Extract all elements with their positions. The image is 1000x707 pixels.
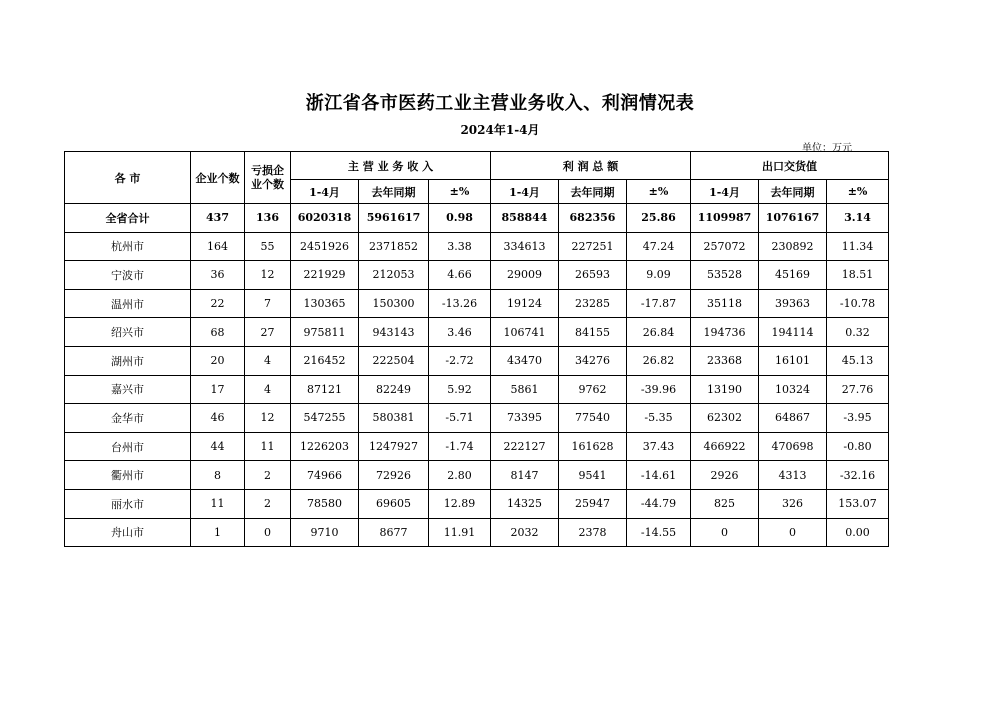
cell-revenue-period: 130365	[291, 289, 359, 318]
cell-loss-enterprises: 11	[245, 432, 291, 461]
cell-profit-last-year: 23285	[559, 289, 627, 318]
cell-profit-period: 222127	[491, 432, 559, 461]
table-row	[65, 318, 889, 347]
header-profit-period: 1-4月	[491, 180, 559, 204]
header-profit-group: 利 润 总 额	[491, 152, 691, 180]
cell-profit-period: 858844	[491, 204, 559, 233]
unit-label: 单位：万元	[802, 143, 852, 154]
table-row	[65, 432, 889, 461]
table-row	[65, 346, 889, 375]
cell-export-last-year: 194114	[759, 318, 827, 347]
table-row	[65, 261, 889, 290]
page-title: 浙江省各市医药工业主营业务收入、利润情况表	[305, 93, 695, 114]
header-revenue-period: 1-4月	[291, 180, 359, 204]
cell-profit-last-year: 227251	[559, 232, 627, 261]
cell-loss-enterprises: 27	[245, 318, 291, 347]
cell-city: 嘉兴市	[65, 375, 191, 404]
cell-revenue-last-year: 943143	[359, 318, 429, 347]
cell-revenue-last-year: 212053	[359, 261, 429, 290]
table-body	[65, 204, 889, 547]
cell-enterprises: 36	[191, 261, 245, 290]
header-loss-enterprises	[245, 152, 291, 204]
cell-revenue-change: -13.26	[429, 289, 491, 318]
cell-profit-period: 5861	[491, 375, 559, 404]
cell-enterprises: 437	[191, 204, 245, 233]
cell-loss-enterprises: 7	[245, 289, 291, 318]
cell-enterprises: 44	[191, 432, 245, 461]
cell-revenue-last-year: 8677	[359, 518, 429, 547]
cell-revenue-change: 5.92	[429, 375, 491, 404]
cell-loss-enterprises: 136	[245, 204, 291, 233]
cell-enterprises: 20	[191, 346, 245, 375]
cell-profit-last-year: 161628	[559, 432, 627, 461]
cell-export-change: -32.16	[827, 461, 889, 490]
cell-profit-period: 43470	[491, 346, 559, 375]
cell-profit-last-year: 26593	[559, 261, 627, 290]
cell-city: 衢州市	[65, 461, 191, 490]
cell-profit-last-year: 9762	[559, 375, 627, 404]
cell-enterprises: 164	[191, 232, 245, 261]
cell-revenue-period: 9710	[291, 518, 359, 547]
header-profit-change: ±%	[627, 180, 691, 204]
table-row	[65, 461, 889, 490]
cell-export-period: 13190	[691, 375, 759, 404]
header-revenue-group: 主 营 业 务 收 入	[291, 152, 491, 180]
cell-profit-last-year: 25947	[559, 489, 627, 518]
header-enterprises: 企业个数	[191, 152, 245, 204]
cell-revenue-last-year: 72926	[359, 461, 429, 490]
cell-profit-change: 26.82	[627, 346, 691, 375]
cell-export-period: 0	[691, 518, 759, 547]
cell-profit-change: -39.96	[627, 375, 691, 404]
header-export-last-year: 去年同期	[759, 180, 827, 204]
cell-revenue-change: 2.80	[429, 461, 491, 490]
cell-revenue-change: 3.46	[429, 318, 491, 347]
table-row	[65, 232, 889, 261]
cell-revenue-period: 221929	[291, 261, 359, 290]
header-export-change: ±%	[827, 180, 889, 204]
cell-loss-enterprises: 2	[245, 461, 291, 490]
cell-loss-enterprises: 0	[245, 518, 291, 547]
cell-profit-last-year: 9541	[559, 461, 627, 490]
cell-export-last-year: 470698	[759, 432, 827, 461]
cell-city: 金华市	[65, 404, 191, 433]
cell-loss-enterprises: 4	[245, 346, 291, 375]
cell-export-last-year: 45169	[759, 261, 827, 290]
cell-revenue-last-year: 1247927	[359, 432, 429, 461]
cell-profit-last-year: 77540	[559, 404, 627, 433]
cell-revenue-last-year: 69605	[359, 489, 429, 518]
table-row	[65, 375, 889, 404]
cell-revenue-period: 87121	[291, 375, 359, 404]
cell-export-last-year: 326	[759, 489, 827, 518]
cell-revenue-period: 1226203	[291, 432, 359, 461]
cell-loss-enterprises: 55	[245, 232, 291, 261]
cell-profit-period: 73395	[491, 404, 559, 433]
cell-export-last-year: 230892	[759, 232, 827, 261]
cell-enterprises: 17	[191, 375, 245, 404]
cell-export-last-year: 4313	[759, 461, 827, 490]
cell-revenue-last-year: 150300	[359, 289, 429, 318]
cell-revenue-last-year: 222504	[359, 346, 429, 375]
cell-profit-change: -44.79	[627, 489, 691, 518]
cell-profit-last-year: 84155	[559, 318, 627, 347]
cell-city: 湖州市	[65, 346, 191, 375]
cell-export-last-year: 16101	[759, 346, 827, 375]
cell-revenue-change: -1.74	[429, 432, 491, 461]
cell-profit-change: -14.55	[627, 518, 691, 547]
cell-export-change: 0.00	[827, 518, 889, 547]
cell-export-change: 18.51	[827, 261, 889, 290]
cell-revenue-period: 2451926	[291, 232, 359, 261]
cell-export-period: 1109987	[691, 204, 759, 233]
cell-profit-change: 37.43	[627, 432, 691, 461]
cell-enterprises: 8	[191, 461, 245, 490]
cell-profit-change: -5.35	[627, 404, 691, 433]
cell-export-last-year: 1076167	[759, 204, 827, 233]
cell-revenue-last-year: 5961617	[359, 204, 429, 233]
cell-loss-enterprises: 12	[245, 404, 291, 433]
cell-export-change: 45.13	[827, 346, 889, 375]
cell-city: 全省合计	[65, 204, 191, 233]
cell-city: 丽水市	[65, 489, 191, 518]
cell-revenue-last-year: 82249	[359, 375, 429, 404]
cell-export-last-year: 10324	[759, 375, 827, 404]
cell-revenue-change: 11.91	[429, 518, 491, 547]
cell-export-period: 2926	[691, 461, 759, 490]
cell-city: 绍兴市	[65, 318, 191, 347]
cell-export-change: 3.14	[827, 204, 889, 233]
cell-profit-period: 8147	[491, 461, 559, 490]
cell-export-period: 825	[691, 489, 759, 518]
cell-enterprises: 22	[191, 289, 245, 318]
table-row	[65, 404, 889, 433]
cell-export-last-year: 0	[759, 518, 827, 547]
cell-profit-last-year: 682356	[559, 204, 627, 233]
cell-profit-last-year: 34276	[559, 346, 627, 375]
cell-revenue-period: 216452	[291, 346, 359, 375]
data-table	[64, 151, 889, 547]
header-loss-line2: 业个数	[251, 177, 284, 191]
cell-revenue-period: 74966	[291, 461, 359, 490]
cell-loss-enterprises: 4	[245, 375, 291, 404]
table-row	[65, 489, 889, 518]
cell-export-period: 23368	[691, 346, 759, 375]
cell-city: 温州市	[65, 289, 191, 318]
cell-profit-change: 25.86	[627, 204, 691, 233]
table-row-total	[65, 204, 889, 233]
report-period: 2024年1-4月	[460, 123, 540, 137]
cell-revenue-period: 78580	[291, 489, 359, 518]
cell-revenue-last-year: 580381	[359, 404, 429, 433]
table-row	[65, 289, 889, 318]
cell-city: 宁波市	[65, 261, 191, 290]
cell-city: 台州市	[65, 432, 191, 461]
cell-export-change: 153.07	[827, 489, 889, 518]
cell-revenue-period: 547255	[291, 404, 359, 433]
cell-profit-period: 106741	[491, 318, 559, 347]
cell-profit-change: 26.84	[627, 318, 691, 347]
cell-revenue-change: 12.89	[429, 489, 491, 518]
header-revenue-last-year: 去年同期	[359, 180, 429, 204]
cell-loss-enterprises: 12	[245, 261, 291, 290]
cell-city: 舟山市	[65, 518, 191, 547]
cell-revenue-change: 4.66	[429, 261, 491, 290]
cell-enterprises: 11	[191, 489, 245, 518]
cell-profit-period: 2032	[491, 518, 559, 547]
cell-export-period: 257072	[691, 232, 759, 261]
cell-profit-change: 47.24	[627, 232, 691, 261]
header-revenue-change: ±%	[429, 180, 491, 204]
cell-export-last-year: 39363	[759, 289, 827, 318]
cell-export-change: 0.32	[827, 318, 889, 347]
cell-export-change: -3.95	[827, 404, 889, 433]
cell-loss-enterprises: 2	[245, 489, 291, 518]
cell-export-period: 194736	[691, 318, 759, 347]
cell-revenue-period: 975811	[291, 318, 359, 347]
cell-profit-change: -14.61	[627, 461, 691, 490]
cell-profit-last-year: 2378	[559, 518, 627, 547]
header-export-group: 出口交货值	[691, 152, 889, 180]
header-city: 各 市	[65, 152, 191, 204]
cell-profit-change: -17.87	[627, 289, 691, 318]
cell-export-period: 466922	[691, 432, 759, 461]
cell-export-last-year: 64867	[759, 404, 827, 433]
cell-enterprises: 46	[191, 404, 245, 433]
cell-city: 杭州市	[65, 232, 191, 261]
cell-enterprises: 68	[191, 318, 245, 347]
cell-profit-period: 334613	[491, 232, 559, 261]
cell-export-period: 62302	[691, 404, 759, 433]
cell-profit-period: 19124	[491, 289, 559, 318]
header-loss-line1: 亏损企	[251, 163, 284, 177]
cell-revenue-change: 3.38	[429, 232, 491, 261]
header-export-period: 1-4月	[691, 180, 759, 204]
cell-export-period: 35118	[691, 289, 759, 318]
cell-revenue-period: 6020318	[291, 204, 359, 233]
cell-revenue-change: 0.98	[429, 204, 491, 233]
cell-revenue-change: -2.72	[429, 346, 491, 375]
cell-export-change: 27.76	[827, 375, 889, 404]
cell-profit-period: 14325	[491, 489, 559, 518]
cell-export-period: 53528	[691, 261, 759, 290]
cell-profit-period: 29009	[491, 261, 559, 290]
header-profit-last-year: 去年同期	[559, 180, 627, 204]
cell-export-change: 11.34	[827, 232, 889, 261]
table-row	[65, 518, 889, 547]
cell-export-change: -10.78	[827, 289, 889, 318]
cell-enterprises: 1	[191, 518, 245, 547]
cell-profit-change: 9.09	[627, 261, 691, 290]
cell-export-change: -0.80	[827, 432, 889, 461]
cell-revenue-last-year: 2371852	[359, 232, 429, 261]
cell-revenue-change: -5.71	[429, 404, 491, 433]
